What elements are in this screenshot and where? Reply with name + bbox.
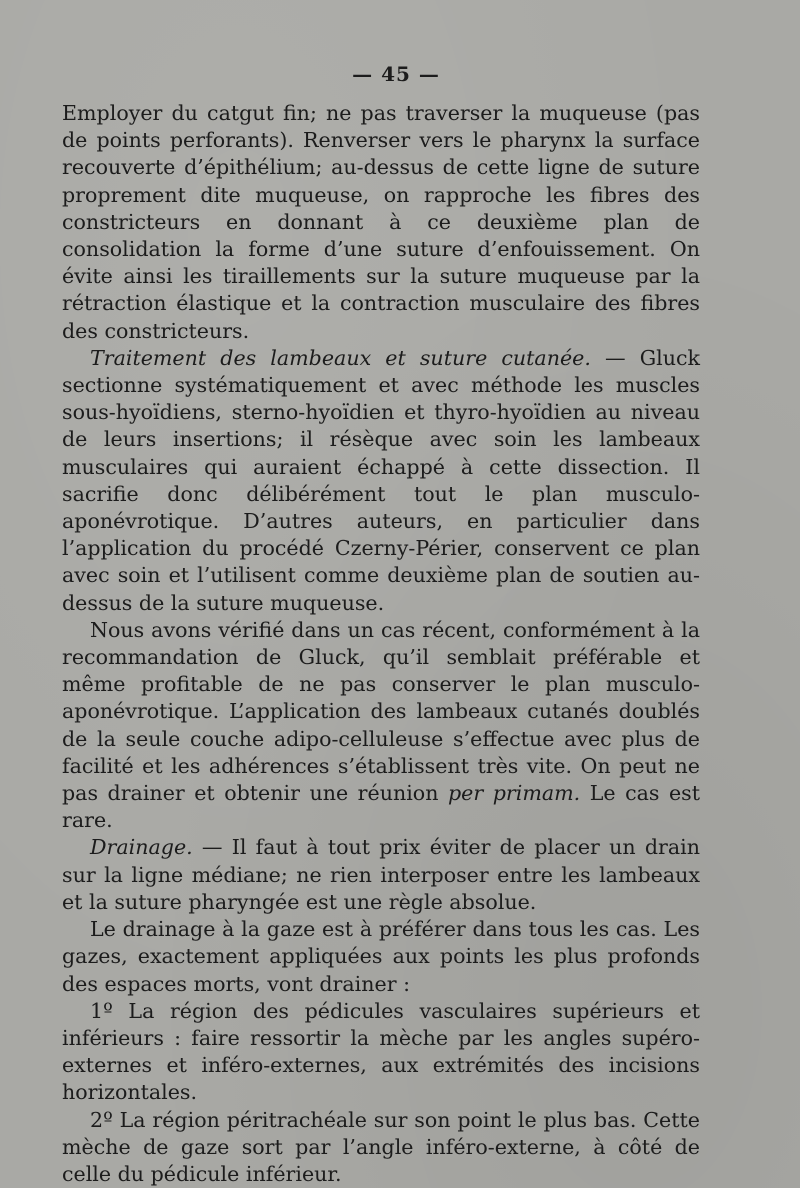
book-page: [62, 62, 700, 1188]
paragraph-gauze-drainage: Le drainage à la gaze est à préférer dans tous les cas. Les gazes, exactement appliquées aux points les plus profonds des espaces morts, vont drainer :: [62, 917, 700, 996]
paragraph-flap-treatment: [62, 345, 700, 617]
list-item-peritracheal-region: 2º La région péritrachéale sur son point le plus bas. Cette mèche de gaze sort par l’angle inféro-externe, à côté de celle du pédicule inférieur.: [62, 1107, 700, 1186]
paragraph-drainage-text: — Il faut à tout prix éviter de placer un drain sur la ligne médiane; ne rien interposer entre les lambeaux et la suture pharyngée est une règle absolue.: [62, 835, 700, 914]
paragraph-recent-case: [62, 617, 700, 835]
list-item-vascular-region: 1º La région des pédicules vasculaires supérieurs et inférieurs : faire ressortir la mèche par les angles supéro-externes et inféro-externes, aux extrémités des incisions horizontales.: [62, 998, 700, 1105]
paragraph-suture-technique: Employer du catgut fin; ne pas traverser la muqueuse (pas de points perforants). Renverser vers le pharynx la surface recouverte d’épithélium; au-dessus de cette ligne de suture proprement dite muqueuse, on rapproche les fibres des constricteurs en donnant à ce deuxième plan de consolidation la forme d’une suture d’enfouissement. On évite ainsi les tiraillements sur la suture muqueuse par la rétraction élastique et la contraction musculaire des fibres des constricteurs.: [62, 101, 700, 343]
paragraph-flap-treatment-text: — Gluck sectionne systématiquement et avec méthode les muscles sous-hyoïdiens, sterno-hyoïdien et thyro-hyoïdien au niveau de leurs insertions; il résèque avec soin les lambeaux musculaires qui auraient échappé à cette dissection. Il sacrifie donc délibérément tout le plan musculo-aponévrotique. D’autres auteurs, en particulier dans l’application du procédé Czerny-Périer, conservent ce plan avec soin et l’utilisent comme deuxième plan de soutien au-dessus de la suture muqueuse.: [62, 345, 701, 615]
page-number: — 45 —: [352, 62, 440, 86]
section-heading-flaps: Traitement des lambeaux et suture cutanée.: [90, 345, 591, 370]
paragraph-recent-case-end: Le cas est rare.: [62, 781, 700, 833]
paragraph-drainage: [62, 834, 700, 916]
paragraph-recent-case-text: Nous avons vérifié dans un cas récent, conformément à la recommandation de Gluck, qu’il semblait préférable et même profitable de ne pas conserver le plan musculo-aponévrotique. L’application des lambeaux cutanés doublés de la seule couche adipo-celluleuse s’effectue avec plus de facilité et les adhérences s’établissent très vite. On peut ne pas drainer et obtenir une réunion: [62, 617, 700, 806]
section-heading-drainage: Drainage.: [90, 835, 193, 860]
latin-phrase: per primam.: [447, 781, 581, 806]
